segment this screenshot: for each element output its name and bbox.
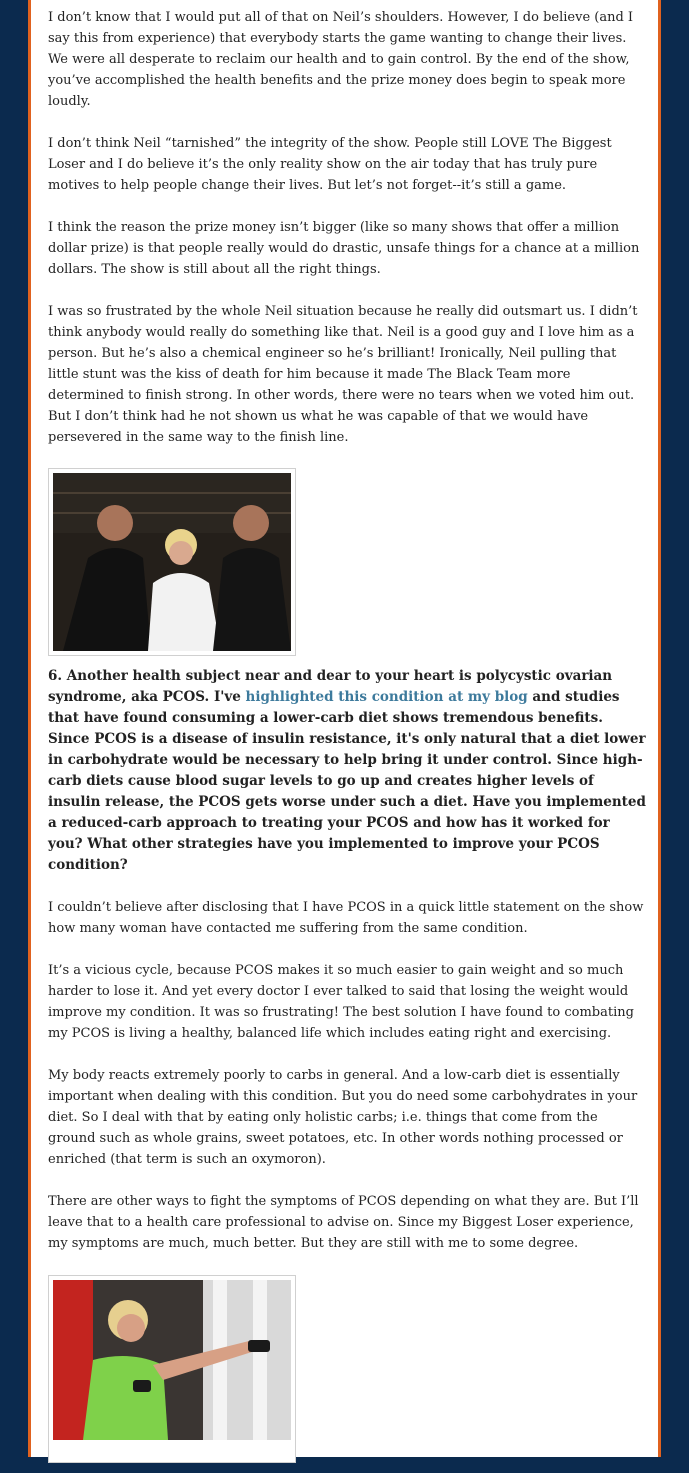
paragraph: I don’t know that I would put all of that on Neil’s shoulders. However, I do believe (and I say this from experience) that everybody starts the game wanting to change their lives. We were all desperate to reclaim our health and to gain control. By the end of the show, you’ve accomplished the health benefits and the prize money does begin to speak more loudly.	[48, 10, 634, 109]
paragraph: I was so frustrated by the whole Neil situation because he really did outsmart us. I didn’t think anybody would really do something like that. Neil is a good guy and I love him as a person. But he’s also a chemical engineer so he’s brilliant! Ironically, Neil pulling that little stunt was the kiss of death for him because it made The Black Team more determined to finish strong. In other words, there were no tears when we voted him out. But I don’t think had he not shown us what he was capable of that we would have persevered in the same way to the finish line.	[48, 304, 638, 445]
question-text-end: and studies that have found consuming a lower-carb diet shows tremendous benefits. Since PCOS is a disease of insulin resistance, it's only natural that a diet lower in carbohydrate would be necessary to help bring it under control. Since high-carb diets cause blood sugar levels to go up and creates higher levels of insulin release, the PCOS gets worse under such a diet. Have you implemented a reduced-carb approach to treating your PCOS and how has it worked for you? What other strategies have you implemented to improve your PCOS condition?	[48, 689, 646, 873]
paragraph: It’s a vicious cycle, because PCOS makes it so much easier to gain weight and so much harder to lose it. And yet every doctor I ever talked to said that losing the weight would improve my condition. It was so frustrating! The best solution I have found to combating my PCOS is living a healthy, balanced life which includes eating right and exercising.	[48, 963, 634, 1041]
article-content	[48, 7, 648, 1473]
question-text-start: 6. Another health subject near and dear to your heart is polycystic ovarian syndrome, aka PCOS. I've	[48, 668, 613, 705]
workout-photo-image	[53, 1280, 291, 1458]
paragraph: My body reacts extremely poorly to carbs in general. And a low-carb diet is essentially important when dealing with this condition. But you do need some carbohydrates in your diet. So I deal with that by eating only holistic carbs; i.e. things that come from the ground such as whole grains, sweet potatoes, etc. In other words nothing processed or enriched (that term is such an oxymoron).	[48, 1068, 638, 1167]
photo-workout	[48, 1275, 296, 1463]
photo-group	[48, 468, 296, 656]
interview-question	[48, 666, 648, 876]
paragraph: I think the reason the prize money isn’t bigger (like so many shows that offer a million dollar prize) is that people really would do drastic, unsafe things for a chance at a million dollars. The show is still about all the right things.	[48, 220, 640, 277]
paragraph: There are other ways to fight the symptoms of PCOS depending on what they are. But I’ll leave that to a health care professional to advise on. Since my Biggest Loser experience, my symptoms are much, much better. But they are still with me to some degree.	[48, 1194, 639, 1251]
blog-link[interactable]: highlighted this condition at my blog	[245, 689, 528, 705]
paragraph: I don’t think Neil “tarnished” the integrity of the show. People still LOVE The Biggest Loser and I do believe it’s the only reality show on the air today that has truly pure motives to help people change their lives. But let’s not forget--it’s still a game.	[48, 136, 612, 193]
article-page	[28, 0, 661, 1457]
paragraph: I couldn’t believe after disclosing that I have PCOS in a quick little statement on the show how many woman have contacted me suffering from the same condition.	[48, 900, 644, 936]
group-photo-image	[53, 473, 291, 651]
